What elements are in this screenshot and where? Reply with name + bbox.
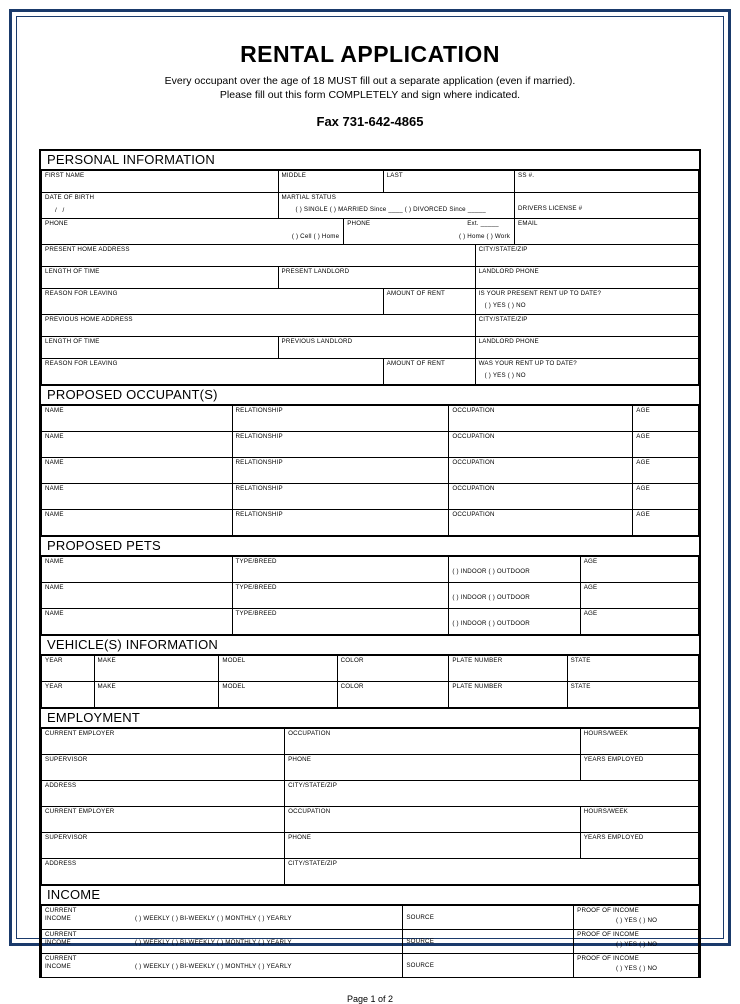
field-pet-age[interactable]: AGE: [580, 583, 698, 609]
field-pet-name[interactable]: NAME: [42, 609, 233, 635]
field-present-rent-up-to-date[interactable]: IS YOUR PRESENT RENT UP TO DATE? ( ) YES ( ) NO: [475, 289, 698, 315]
table-row: [42, 583, 699, 609]
field-pet-indoor-outdoor[interactable]: ( ) INDOOR ( ) OUTDOOR: [449, 609, 580, 635]
page-inner-border: [16, 16, 724, 1004]
table-row: [42, 171, 699, 193]
field-vehicle-make[interactable]: MAKE: [94, 656, 219, 682]
section-header-proposed-occupants: PROPOSED OCCUPANT(S): [41, 385, 699, 405]
field-marital-status[interactable]: MARTIAL STATUS ( ) SINGLE ( ) MARRIED Since ____ ( ) DIVORCED Since _____: [278, 193, 514, 219]
vehicles-table: [41, 655, 699, 708]
field-phone-1[interactable]: PHONE ( ) Cell ( ) Home: [42, 219, 344, 245]
proposed-pets-table: [41, 556, 699, 635]
field-middle-name[interactable]: MIDDLE: [278, 171, 383, 193]
proposed-occupants-table: [41, 405, 699, 536]
table-row: [42, 510, 699, 536]
field-employer-occupation[interactable]: OCCUPATION: [285, 807, 581, 833]
page-title: RENTAL APPLICATION: [240, 41, 500, 67]
field-current-income[interactable]: CURRENT INCOME ( ) WEEKLY ( ) BI-WEEKLY ( ) MONTHLY ( ) YEARLY: [42, 906, 403, 930]
field-previous-home-address[interactable]: PREVIOUS HOME ADDRESS: [42, 315, 476, 337]
table-row: [42, 484, 699, 510]
field-pet-age[interactable]: AGE: [580, 609, 698, 635]
field-occupant-occupation[interactable]: OCCUPATION: [449, 406, 633, 432]
field-current-employer[interactable]: CURRENT EMPLOYER: [42, 729, 285, 755]
field-proof-of-income[interactable]: PROOF OF INCOME ( ) YES ( ) NO: [574, 930, 699, 954]
field-supervisor[interactable]: SUPERVISOR: [42, 833, 285, 859]
field-occupant-name[interactable]: NAME: [42, 432, 233, 458]
field-previous-reason-for-leaving[interactable]: REASON FOR LEAVING: [42, 359, 384, 385]
field-occupant-occupation[interactable]: OCCUPATION: [449, 432, 633, 458]
field-date-of-birth[interactable]: DATE OF BIRTH / /: [42, 193, 279, 219]
table-row: [42, 833, 699, 859]
document-content: [17, 17, 723, 1004]
field-previous-city-state-zip[interactable]: CITY/STATE/ZIP: [475, 315, 698, 337]
field-occupant-age[interactable]: AGE: [633, 510, 699, 536]
page-footer: Page 1 of 2: [346, 994, 394, 1004]
field-vehicle-state[interactable]: STATE: [567, 656, 698, 682]
field-occupant-occupation[interactable]: OCCUPATION: [449, 484, 633, 510]
field-vehicle-model[interactable]: MODEL: [219, 682, 337, 708]
field-previous-landlord-phone[interactable]: LANDLORD PHONE: [475, 337, 698, 359]
section-header-employment: EMPLOYMENT: [41, 708, 699, 728]
field-vehicle-color[interactable]: COLOR: [337, 682, 449, 708]
table-row: [42, 906, 699, 930]
table-row: [42, 557, 699, 583]
field-income-source[interactable]: SOURCE: [403, 954, 574, 978]
table-row: [42, 954, 699, 978]
field-vehicle-color[interactable]: COLOR: [337, 656, 449, 682]
table-row: [42, 781, 699, 807]
field-pet-name[interactable]: NAME: [42, 557, 233, 583]
field-present-reason-for-leaving[interactable]: REASON FOR LEAVING: [42, 289, 384, 315]
field-last-name[interactable]: LAST: [383, 171, 514, 193]
field-employer-address[interactable]: ADDRESS: [42, 859, 285, 885]
table-row: [42, 245, 699, 267]
field-occupant-age[interactable]: AGE: [633, 406, 699, 432]
field-hours-per-week[interactable]: HOURS/WEEK: [580, 807, 698, 833]
field-employer-city-state-zip[interactable]: CITY/STATE/ZIP: [285, 859, 699, 885]
section-header-proposed-pets: PROPOSED PETS: [41, 536, 699, 556]
table-row: [42, 859, 699, 885]
page-border: [9, 9, 731, 1004]
table-row: [42, 682, 699, 708]
personal-information-table: [41, 170, 699, 385]
table-row: [42, 289, 699, 315]
table-row: [42, 406, 699, 432]
table-row: [42, 359, 699, 385]
field-ssn[interactable]: SS #.: [515, 171, 699, 193]
field-vehicle-model[interactable]: MODEL: [219, 656, 337, 682]
field-employer-city-state-zip[interactable]: CITY/STATE/ZIP: [285, 781, 699, 807]
fax-number: Fax 731-642-4865: [316, 114, 424, 129]
field-email[interactable]: EMAIL: [515, 219, 699, 245]
field-previous-amount-of-rent[interactable]: AMOUNT OF RENT: [383, 359, 475, 385]
field-occupant-name[interactable]: NAME: [42, 406, 233, 432]
table-row: [42, 315, 699, 337]
field-occupant-relationship[interactable]: RELATIONSHIP: [232, 510, 449, 536]
table-row: [42, 729, 699, 755]
field-occupant-name[interactable]: NAME: [42, 458, 233, 484]
field-occupant-occupation[interactable]: OCCUPATION: [449, 458, 633, 484]
field-vehicle-plate[interactable]: PLATE NUMBER: [449, 656, 567, 682]
field-pet-name[interactable]: NAME: [42, 583, 233, 609]
field-proof-of-income[interactable]: PROOF OF INCOME ( ) YES ( ) NO: [574, 954, 699, 978]
field-years-employed[interactable]: YEARS EMPLOYED: [580, 755, 698, 781]
field-present-landlord-phone[interactable]: LANDLORD PHONE: [475, 267, 698, 289]
field-income-source[interactable]: SOURCE: [403, 930, 574, 954]
field-employer-phone[interactable]: PHONE: [285, 833, 581, 859]
income-table: [41, 905, 699, 978]
section-header-personal-information: PERSONAL INFORMATION: [41, 151, 699, 170]
field-current-employer[interactable]: CURRENT EMPLOYER: [42, 807, 285, 833]
field-vehicle-plate[interactable]: PLATE NUMBER: [449, 682, 567, 708]
field-phone-2[interactable]: PHONE Ext. _____ ( ) Home ( ) Work: [344, 219, 515, 245]
field-current-income[interactable]: CURRENT INCOME ( ) WEEKLY ( ) BI-WEEKLY ( ) MONTHLY ( ) YEARLY: [42, 954, 403, 978]
field-pet-indoor-outdoor[interactable]: ( ) INDOOR ( ) OUTDOOR: [449, 583, 580, 609]
table-row: [42, 432, 699, 458]
subtitle-line-1: Every occupant over the age of 18 MUST fill out a separate application (even if married).: [164, 75, 576, 87]
field-previous-length-of-time[interactable]: LENGTH OF TIME: [42, 337, 279, 359]
field-vehicle-state[interactable]: STATE: [567, 682, 698, 708]
table-row: [42, 193, 699, 219]
field-pet-indoor-outdoor[interactable]: ( ) INDOOR ( ) OUTDOOR: [449, 557, 580, 583]
table-row: [42, 609, 699, 635]
field-occupant-age[interactable]: AGE: [633, 484, 699, 510]
table-row: [42, 807, 699, 833]
employment-table: [41, 728, 699, 885]
table-row: [42, 337, 699, 359]
field-vehicle-year[interactable]: YEAR: [42, 656, 95, 682]
field-pet-type-breed[interactable]: TYPE/BREED: [232, 557, 449, 583]
field-current-income[interactable]: CURRENT INCOME ( ) WEEKLY ( ) BI-WEEKLY ( ) MONTHLY ( ) YEARLY: [42, 930, 403, 954]
field-pet-type-breed[interactable]: TYPE/BREED: [232, 609, 449, 635]
field-employer-address[interactable]: ADDRESS: [42, 781, 285, 807]
field-occupant-occupation[interactable]: OCCUPATION: [449, 510, 633, 536]
field-present-length-of-time[interactable]: LENGTH OF TIME: [42, 267, 279, 289]
field-vehicle-year[interactable]: YEAR: [42, 682, 95, 708]
field-pet-age[interactable]: AGE: [580, 557, 698, 583]
subtitle-line-2: Please fill out this form COMPLETELY and sign where indicated.: [219, 89, 521, 101]
table-row: [42, 930, 699, 954]
field-proof-of-income[interactable]: PROOF OF INCOME ( ) YES ( ) NO: [574, 906, 699, 930]
field-occupant-age[interactable]: AGE: [633, 458, 699, 484]
field-previous-landlord[interactable]: PREVIOUS LANDLORD: [278, 337, 475, 359]
field-employer-phone[interactable]: PHONE: [285, 755, 581, 781]
field-occupant-relationship[interactable]: RELATIONSHIP: [232, 432, 449, 458]
rental-application-form: [39, 149, 701, 978]
field-supervisor[interactable]: SUPERVISOR: [42, 755, 285, 781]
field-occupant-age[interactable]: AGE: [633, 432, 699, 458]
field-present-landlord[interactable]: PRESENT LANDLORD: [278, 267, 475, 289]
field-employer-occupation[interactable]: OCCUPATION: [285, 729, 581, 755]
field-hours-per-week[interactable]: HOURS/WEEK: [580, 729, 698, 755]
field-years-employed[interactable]: YEARS EMPLOYED: [580, 833, 698, 859]
section-header-income: INCOME: [41, 885, 699, 905]
table-row: [42, 656, 699, 682]
field-income-source[interactable]: SOURCE: [403, 906, 574, 930]
table-row: [42, 267, 699, 289]
table-row: [42, 219, 699, 245]
field-occupant-name[interactable]: NAME: [42, 510, 233, 536]
field-occupant-relationship[interactable]: RELATIONSHIP: [232, 458, 449, 484]
field-present-city-state-zip[interactable]: CITY/STATE/ZIP: [475, 245, 698, 267]
field-occupant-relationship[interactable]: RELATIONSHIP: [232, 484, 449, 510]
field-present-amount-of-rent[interactable]: AMOUNT OF RENT: [383, 289, 475, 315]
field-previous-rent-up-to-date[interactable]: WAS YOUR RENT UP TO DATE? ( ) YES ( ) NO: [475, 359, 698, 385]
field-present-home-address[interactable]: PRESENT HOME ADDRESS: [42, 245, 476, 267]
field-occupant-relationship[interactable]: RELATIONSHIP: [232, 406, 449, 432]
field-first-name[interactable]: FIRST NAME: [42, 171, 279, 193]
section-header-vehicles: VEHICLE(S) INFORMATION: [41, 635, 699, 655]
field-vehicle-make[interactable]: MAKE: [94, 682, 219, 708]
field-drivers-license[interactable]: DRIVERS LICENSE #: [515, 193, 699, 219]
table-row: [42, 755, 699, 781]
table-row: [42, 458, 699, 484]
field-pet-type-breed[interactable]: TYPE/BREED: [232, 583, 449, 609]
field-occupant-name[interactable]: NAME: [42, 484, 233, 510]
